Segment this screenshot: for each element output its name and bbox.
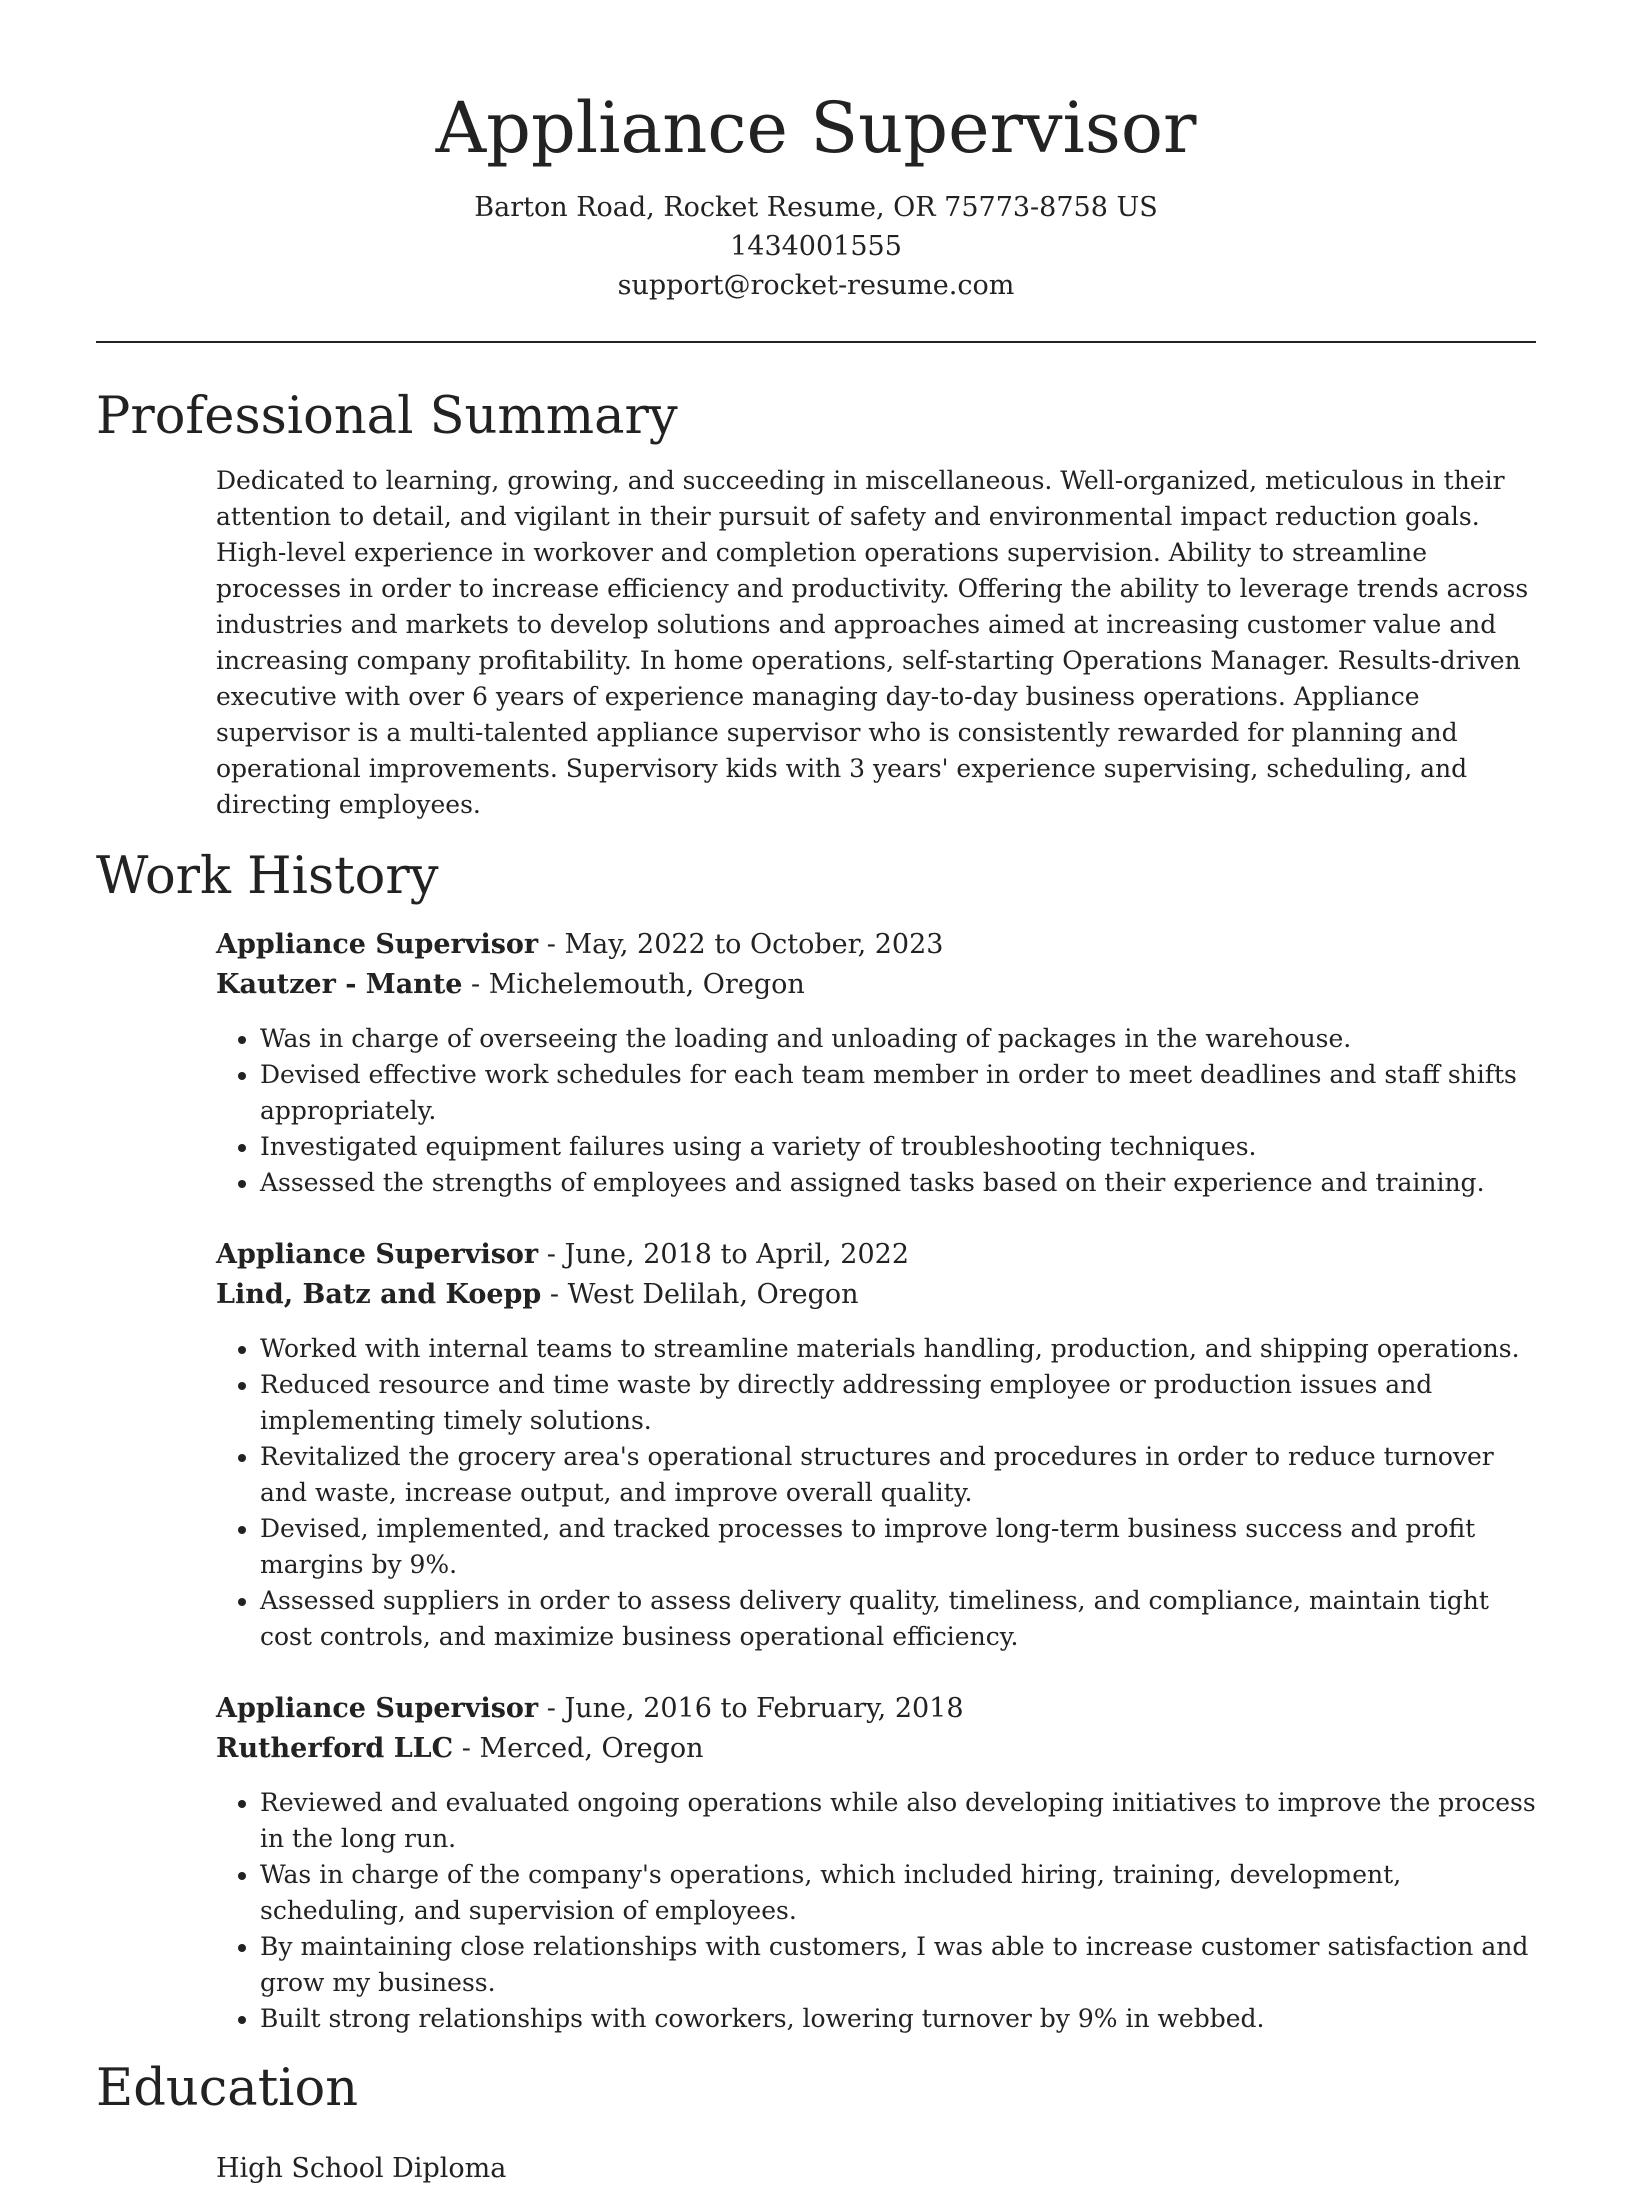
job-location: - Merced, Oregon <box>453 1733 704 1764</box>
summary-text: Dedicated to learning, growing, and succeeding in miscellaneous. Well-organized, meticulous in their attention to detail, and vigilant in their pursuit of safety and environmental impact reduction goals. High-level experience in workover and completion operations supervision. Ability to streamline processes in order to increase efficiency and productivity. Offering the ability to leverage trends across industries and markets to develop solutions and approaches aimed at increasing customer value and increasing company profitability. In home operations, self-starting Operations Manager. Results-driven executive with over 6 years of experience managing day-to-day business operations. Appliance supervisor is a multi-talented appliance supervisor who is consistently rewarded for planning and operational improvements. Supervisory kids with 3 years' experience supervising, scheduling, and directing employees. <box>216 466 1529 819</box>
address: Barton Road, Rocket Resume, OR 75773-8758 US <box>474 192 1158 223</box>
contact-info <box>96 188 1536 305</box>
job-heading <box>216 1235 1536 1275</box>
job-title: Appliance Supervisor <box>216 1239 539 1270</box>
job-title: Appliance Supervisor <box>216 929 539 960</box>
section-title-summary: Professional Summary <box>96 387 678 446</box>
job-dates: - June, 2018 to April, 2022 <box>538 1239 910 1270</box>
job-bullets <box>216 1331 1536 1655</box>
work-history-section <box>96 847 1536 2037</box>
list-item: • Assessed the strengths of employees and assigned tasks based on their experience and training. <box>260 1165 1536 1201</box>
company-name: Lind, Batz and Koepp <box>216 1279 542 1310</box>
list-item: • Assessed suppliers in order to assess delivery quality, timeliness, and compliance, maintain tight cost controls, and maximize business operational efficiency. <box>260 1583 1536 1655</box>
list-item: • Was in charge of the company's operations, which included hiring, training, development, scheduling, and supervision of employees. <box>260 1857 1536 1929</box>
job-bullets <box>216 1785 1536 2037</box>
company-name: Kautzer - Mante <box>216 969 463 1000</box>
header-divider <box>96 341 1536 343</box>
job-dates: - June, 2016 to February, 2018 <box>538 1693 964 1724</box>
list-item: • By maintaining close relationships with customers, I was able to increase customer satisfaction and grow my business. <box>260 1929 1536 2001</box>
list-item: • Revitalized the grocery area's operational structures and procedures in order to reduce turnover and waste, increase output, and improve overall quality. <box>260 1439 1536 1511</box>
education-item: High School Diploma <box>216 2153 507 2184</box>
job-employer <box>216 1729 1536 1769</box>
job-dates: - May, 2022 to October, 2023 <box>538 929 944 960</box>
job-heading <box>216 1689 1536 1729</box>
candidate-name: Appliance Supervisor <box>435 87 1197 169</box>
list-item: • Worked with internal teams to streamline materials handling, production, and shipping operations. <box>260 1331 1536 1367</box>
job-bullets <box>216 1021 1536 1201</box>
list-item: • Was in charge of overseeing the loading and unloading of packages in the warehouse. <box>260 1021 1536 1057</box>
job-location: - West Delilah, Oregon <box>541 1279 859 1310</box>
section-title-education: Education <box>96 2059 359 2118</box>
company-name: Rutherford LLC <box>216 1733 454 1764</box>
job-employer <box>216 965 1536 1005</box>
list-item: • Reduced resource and time waste by directly addressing employee or production issues and implementing timely solutions. <box>260 1367 1536 1439</box>
list-item: • Built strong relationships with coworkers, lowering turnover by 9% in webbed. <box>260 2001 1536 2037</box>
education-section <box>96 2059 1536 2189</box>
list-item: • Devised effective work schedules for each team member in order to meet deadlines and staff shifts appropriately. <box>260 1057 1536 1129</box>
job-heading <box>216 925 1536 965</box>
job-title: Appliance Supervisor <box>216 1693 539 1724</box>
job-entry <box>216 1235 1536 1655</box>
resume-header <box>96 0 1536 343</box>
email-address: support@rocket-resume.com <box>617 270 1015 301</box>
professional-summary-section <box>96 387 1536 823</box>
job-location: - Michelemouth, Oregon <box>462 969 805 1000</box>
list-item: • Devised, implemented, and tracked processes to improve long-term business success and profit margins by 9%. <box>260 1511 1536 1583</box>
list-item: • Investigated equipment failures using a variety of troubleshooting techniques. <box>260 1129 1536 1165</box>
phone-number: 1434001555 <box>730 231 902 262</box>
job-employer <box>216 1275 1536 1315</box>
job-entry <box>216 1689 1536 2037</box>
section-title-work-history: Work History <box>96 847 439 906</box>
list-item: • Reviewed and evaluated ongoing operations while also developing initiatives to improve the process in the long run. <box>260 1785 1536 1857</box>
resume-page <box>96 0 1536 2189</box>
job-entry <box>216 925 1536 1201</box>
